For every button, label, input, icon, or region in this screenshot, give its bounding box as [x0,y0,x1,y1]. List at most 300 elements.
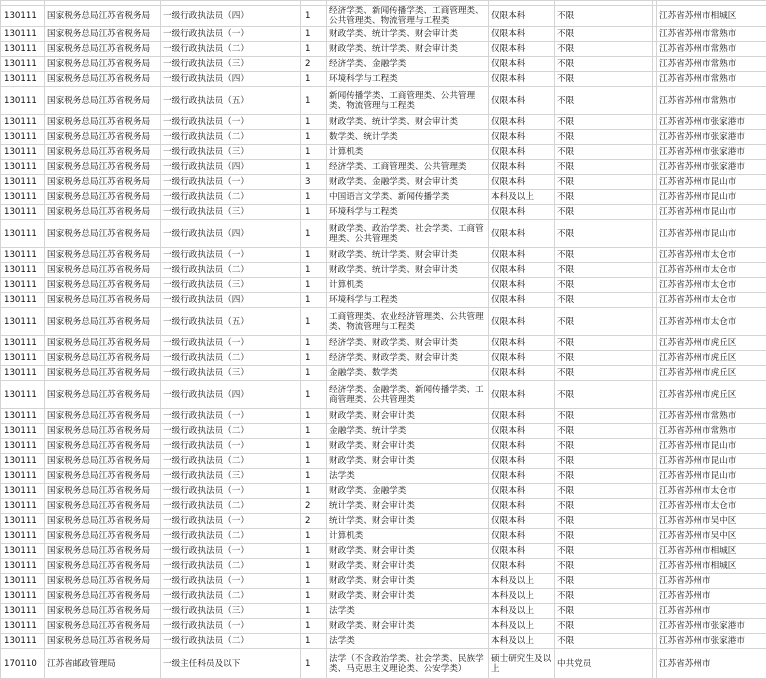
education-cell[interactable]: 仅限本科 [489,336,555,351]
location-cell[interactable]: 江苏省苏州市 [657,589,766,604]
department-cell[interactable]: 国家税务总局江苏省税务局 [45,293,161,308]
location-cell[interactable]: 江苏省苏州市相城区 [657,559,766,574]
location-cell[interactable]: 江苏省苏州市虎丘区 [657,366,766,381]
department-cell[interactable]: 国家税务总局江苏省税务局 [45,366,161,381]
major-cell[interactable]: 经济学类、财政学类、财会审计类 [327,351,489,366]
department-cell[interactable]: 国家税务总局江苏省税务局 [45,6,161,27]
headcount-cell[interactable]: 1 [301,220,327,248]
degree-cell[interactable]: 中共党员 [555,649,653,679]
degree-cell[interactable]: 不限 [555,175,653,190]
education-cell[interactable]: 仅限本科 [489,27,555,42]
education-cell[interactable]: 仅限本科 [489,248,555,263]
education-cell[interactable]: 仅限本科 [489,160,555,175]
headcount-cell[interactable]: 1 [301,6,327,27]
education-cell[interactable]: 仅限本科 [489,454,555,469]
degree-cell[interactable]: 不限 [555,308,653,336]
position-cell[interactable]: 一级行政执法员（二） [161,589,301,604]
major-cell[interactable]: 财政学类、统计学类、财会审计类 [327,115,489,130]
position-cell[interactable]: 一级行政执法员（四） [161,72,301,87]
headcount-cell[interactable]: 1 [301,409,327,424]
position-cell[interactable]: 一级行政执法员（一） [161,619,301,634]
location-cell[interactable]: 江苏省苏州市太仓市 [657,308,766,336]
major-cell[interactable]: 财政学类、财会审计类 [327,454,489,469]
major-cell[interactable]: 财政学类、统计学类、财会审计类 [327,42,489,57]
location-cell[interactable]: 江苏省苏州市虎丘区 [657,336,766,351]
education-cell[interactable]: 仅限本科 [489,175,555,190]
education-cell[interactable]: 本科及以上 [489,589,555,604]
major-cell[interactable]: 新闻传播学类、工商管理类、公共管理类、物流管理与工程类 [327,87,489,115]
degree-cell[interactable]: 不限 [555,499,653,514]
department-cell[interactable]: 国家税务总局江苏省税务局 [45,160,161,175]
degree-cell[interactable]: 不限 [555,366,653,381]
degree-cell[interactable]: 不限 [555,115,653,130]
headcount-cell[interactable]: 1 [301,454,327,469]
degree-cell[interactable]: 不限 [555,220,653,248]
position-cell[interactable]: 一级行政执法员（二） [161,559,301,574]
headcount-cell[interactable]: 1 [301,130,327,145]
degree-cell[interactable]: 不限 [555,278,653,293]
location-cell[interactable]: 江苏省苏州市虎丘区 [657,351,766,366]
education-cell[interactable]: 仅限本科 [489,499,555,514]
location-cell[interactable]: 江苏省苏州市张家港市 [657,619,766,634]
position-cell[interactable]: 一级行政执法员（一） [161,514,301,529]
job-code-cell[interactable]: 130111 [1,619,45,634]
department-cell[interactable]: 国家税务总局江苏省税务局 [45,619,161,634]
education-cell[interactable]: 仅限本科 [489,439,555,454]
location-cell[interactable]: 江苏省苏州市张家港市 [657,115,766,130]
job-code-cell[interactable]: 130111 [1,424,45,439]
degree-cell[interactable]: 不限 [555,574,653,589]
position-cell[interactable]: 一级主任科员及以下 [161,649,301,679]
job-code-cell[interactable]: 130111 [1,439,45,454]
position-cell[interactable]: 一级行政执法员（三） [161,205,301,220]
department-cell[interactable]: 国家税务总局江苏省税务局 [45,57,161,72]
department-cell[interactable]: 国家税务总局江苏省税务局 [45,529,161,544]
degree-cell[interactable]: 不限 [555,87,653,115]
headcount-cell[interactable]: 1 [301,190,327,205]
department-cell[interactable]: 国家税务总局江苏省税务局 [45,308,161,336]
education-cell[interactable]: 仅限本科 [489,278,555,293]
headcount-cell[interactable]: 1 [301,293,327,308]
education-cell[interactable]: 仅限本科 [489,469,555,484]
degree-cell[interactable]: 不限 [555,544,653,559]
location-cell[interactable]: 江苏省苏州市太仓市 [657,263,766,278]
headcount-cell[interactable]: 1 [301,559,327,574]
department-cell[interactable]: 国家税务总局江苏省税务局 [45,409,161,424]
job-code-cell[interactable]: 130111 [1,145,45,160]
position-cell[interactable]: 一级行政执法员（二） [161,634,301,649]
department-cell[interactable]: 国家税务总局江苏省税务局 [45,634,161,649]
location-cell[interactable]: 江苏省苏州市张家港市 [657,634,766,649]
position-cell[interactable]: 一级行政执法员（三） [161,278,301,293]
major-cell[interactable]: 经济学类、工商管理类、公共管理类 [327,160,489,175]
major-cell[interactable]: 经济学类、金融学类、新闻传播学类、工商管理类、公共管理类 [327,381,489,409]
major-cell[interactable]: 法学（不含政治学类、社会学类、民族学类、马克思主义理论类、公安学类） [327,649,489,679]
location-cell[interactable]: 江苏省苏州市太仓市 [657,248,766,263]
location-cell[interactable]: 江苏省苏州市相城区 [657,6,766,27]
education-cell[interactable]: 本科及以上 [489,574,555,589]
job-code-cell[interactable]: 130111 [1,278,45,293]
location-cell[interactable]: 江苏省苏州市太仓市 [657,293,766,308]
department-cell[interactable]: 国家税务总局江苏省税务局 [45,381,161,409]
location-cell[interactable]: 江苏省苏州市张家港市 [657,145,766,160]
headcount-cell[interactable]: 1 [301,205,327,220]
degree-cell[interactable]: 不限 [555,205,653,220]
position-cell[interactable]: 一级行政执法员（二） [161,454,301,469]
location-cell[interactable]: 江苏省苏州市常熟市 [657,42,766,57]
headcount-cell[interactable]: 1 [301,115,327,130]
education-cell[interactable]: 本科及以上 [489,604,555,619]
department-cell[interactable]: 国家税务总局江苏省税务局 [45,220,161,248]
headcount-cell[interactable]: 1 [301,263,327,278]
headcount-cell[interactable]: 2 [301,57,327,72]
education-cell[interactable]: 仅限本科 [489,205,555,220]
position-cell[interactable]: 一级行政执法员（二） [161,263,301,278]
major-cell[interactable]: 计算机类 [327,145,489,160]
degree-cell[interactable]: 不限 [555,27,653,42]
headcount-cell[interactable]: 3 [301,175,327,190]
degree-cell[interactable]: 不限 [555,454,653,469]
department-cell[interactable]: 江苏省邮政管理局 [45,649,161,679]
department-cell[interactable]: 国家税务总局江苏省税务局 [45,351,161,366]
job-code-cell[interactable]: 130111 [1,544,45,559]
degree-cell[interactable]: 不限 [555,514,653,529]
headcount-cell[interactable]: 2 [301,514,327,529]
education-cell[interactable]: 仅限本科 [489,220,555,248]
department-cell[interactable]: 国家税务总局江苏省税务局 [45,248,161,263]
major-cell[interactable]: 财政学类、财会审计类 [327,559,489,574]
position-cell[interactable]: 一级行政执法员（四） [161,381,301,409]
job-code-cell[interactable]: 130111 [1,604,45,619]
degree-cell[interactable]: 不限 [555,42,653,57]
major-cell[interactable]: 财政学类、金融学类 [327,484,489,499]
major-cell[interactable]: 环境科学与工程类 [327,205,489,220]
position-cell[interactable]: 一级行政执法员（二） [161,130,301,145]
major-cell[interactable]: 数学类、统计学类 [327,130,489,145]
headcount-cell[interactable]: 2 [301,499,327,514]
location-cell[interactable]: 江苏省苏州市常熟市 [657,409,766,424]
education-cell[interactable]: 仅限本科 [489,87,555,115]
education-cell[interactable]: 仅限本科 [489,351,555,366]
department-cell[interactable]: 国家税务总局江苏省税务局 [45,175,161,190]
department-cell[interactable]: 国家税务总局江苏省税务局 [45,87,161,115]
department-cell[interactable]: 国家税务总局江苏省税务局 [45,514,161,529]
degree-cell[interactable]: 不限 [555,248,653,263]
job-code-cell[interactable]: 130111 [1,574,45,589]
location-cell[interactable]: 江苏省苏州市太仓市 [657,484,766,499]
job-code-cell[interactable]: 130111 [1,263,45,278]
headcount-cell[interactable]: 1 [301,366,327,381]
job-code-cell[interactable]: 130111 [1,130,45,145]
department-cell[interactable]: 国家税务总局江苏省税务局 [45,336,161,351]
major-cell[interactable]: 财政学类、统计学类、财会审计类 [327,248,489,263]
headcount-cell[interactable]: 1 [301,544,327,559]
department-cell[interactable]: 国家税务总局江苏省税务局 [45,454,161,469]
job-code-cell[interactable]: 130111 [1,87,45,115]
department-cell[interactable]: 国家税务总局江苏省税务局 [45,589,161,604]
job-code-cell[interactable]: 130111 [1,559,45,574]
headcount-cell[interactable]: 1 [301,589,327,604]
location-cell[interactable]: 江苏省苏州市张家港市 [657,160,766,175]
degree-cell[interactable]: 不限 [555,160,653,175]
location-cell[interactable]: 江苏省苏州市昆山市 [657,205,766,220]
position-cell[interactable]: 一级行政执法员（二） [161,499,301,514]
headcount-cell[interactable]: 1 [301,72,327,87]
major-cell[interactable]: 法学类 [327,634,489,649]
major-cell[interactable]: 财政学类、财会审计类 [327,544,489,559]
position-cell[interactable]: 一级行政执法员（一） [161,574,301,589]
headcount-cell[interactable]: 1 [301,469,327,484]
location-cell[interactable]: 江苏省苏州市相城区 [657,544,766,559]
department-cell[interactable]: 国家税务总局江苏省税务局 [45,604,161,619]
position-cell[interactable]: 一级行政执法员（四） [161,293,301,308]
headcount-cell[interactable]: 1 [301,529,327,544]
position-cell[interactable]: 一级行政执法员（一） [161,248,301,263]
location-cell[interactable]: 江苏省苏州市昆山市 [657,454,766,469]
degree-cell[interactable]: 不限 [555,263,653,278]
headcount-cell[interactable]: 1 [301,42,327,57]
department-cell[interactable]: 国家税务总局江苏省税务局 [45,559,161,574]
headcount-cell[interactable]: 1 [301,484,327,499]
position-cell[interactable]: 一级行政执法员（二） [161,351,301,366]
job-code-cell[interactable]: 130111 [1,57,45,72]
headcount-cell[interactable]: 1 [301,381,327,409]
degree-cell[interactable]: 不限 [555,336,653,351]
major-cell[interactable]: 财政学类、财会审计类 [327,574,489,589]
location-cell[interactable]: 江苏省苏州市太仓市 [657,499,766,514]
department-cell[interactable]: 国家税务总局江苏省税务局 [45,42,161,57]
education-cell[interactable]: 仅限本科 [489,42,555,57]
position-cell[interactable]: 一级行政执法员（三） [161,604,301,619]
job-code-cell[interactable]: 130111 [1,205,45,220]
major-cell[interactable]: 财政学类、财会审计类 [327,409,489,424]
job-code-cell[interactable]: 130111 [1,514,45,529]
degree-cell[interactable]: 不限 [555,469,653,484]
degree-cell[interactable]: 不限 [555,589,653,604]
headcount-cell[interactable]: 1 [301,308,327,336]
department-cell[interactable]: 国家税务总局江苏省税务局 [45,27,161,42]
degree-cell[interactable]: 不限 [555,424,653,439]
headcount-cell[interactable]: 1 [301,248,327,263]
position-cell[interactable]: 一级行政执法员（一） [161,175,301,190]
degree-cell[interactable]: 不限 [555,351,653,366]
department-cell[interactable]: 国家税务总局江苏省税务局 [45,145,161,160]
position-cell[interactable]: 一级行政执法员（一） [161,115,301,130]
job-code-cell[interactable]: 130111 [1,634,45,649]
position-cell[interactable]: 一级行政执法员（四） [161,6,301,27]
degree-cell[interactable]: 不限 [555,484,653,499]
education-cell[interactable]: 仅限本科 [489,145,555,160]
education-cell[interactable]: 仅限本科 [489,308,555,336]
headcount-cell[interactable]: 1 [301,27,327,42]
position-cell[interactable]: 一级行政执法员（二） [161,42,301,57]
position-cell[interactable]: 一级行政执法员（一） [161,27,301,42]
department-cell[interactable]: 国家税务总局江苏省税务局 [45,469,161,484]
job-code-cell[interactable]: 130111 [1,72,45,87]
degree-cell[interactable]: 不限 [555,409,653,424]
degree-cell[interactable]: 不限 [555,72,653,87]
headcount-cell[interactable]: 1 [301,145,327,160]
major-cell[interactable]: 法学类 [327,469,489,484]
job-code-cell[interactable]: 130111 [1,115,45,130]
education-cell[interactable]: 仅限本科 [489,544,555,559]
education-cell[interactable]: 仅限本科 [489,366,555,381]
major-cell[interactable]: 财政学类、财会审计类 [327,439,489,454]
location-cell[interactable]: 江苏省苏州市常熟市 [657,57,766,72]
location-cell[interactable]: 江苏省苏州市 [657,574,766,589]
education-cell[interactable]: 本科及以上 [489,190,555,205]
location-cell[interactable]: 江苏省苏州市吴中区 [657,514,766,529]
headcount-cell[interactable]: 1 [301,604,327,619]
education-cell[interactable]: 仅限本科 [489,529,555,544]
position-cell[interactable]: 一级行政执法员（二） [161,190,301,205]
headcount-cell[interactable]: 1 [301,278,327,293]
major-cell[interactable]: 财政学类、金融学类、财会审计类 [327,175,489,190]
headcount-cell[interactable]: 1 [301,424,327,439]
degree-cell[interactable]: 不限 [555,130,653,145]
job-code-cell[interactable]: 130111 [1,175,45,190]
department-cell[interactable]: 国家税务总局江苏省税务局 [45,424,161,439]
major-cell[interactable]: 经济学类、新闻传播学类、工商管理类、公共管理类、物流管理与工程类 [327,6,489,27]
location-cell[interactable]: 江苏省苏州市虎丘区 [657,381,766,409]
major-cell[interactable]: 财政学类、政治学类、社会学类、工商管理类、公共管理类 [327,220,489,248]
degree-cell[interactable]: 不限 [555,439,653,454]
headcount-cell[interactable]: 1 [301,619,327,634]
location-cell[interactable]: 江苏省苏州市常熟市 [657,72,766,87]
headcount-cell[interactable]: 1 [301,439,327,454]
department-cell[interactable]: 国家税务总局江苏省税务局 [45,278,161,293]
location-cell[interactable]: 江苏省苏州市昆山市 [657,190,766,205]
department-cell[interactable]: 国家税务总局江苏省税务局 [45,115,161,130]
degree-cell[interactable]: 不限 [555,145,653,160]
department-cell[interactable]: 国家税务总局江苏省税务局 [45,544,161,559]
major-cell[interactable]: 金融学类、统计学类 [327,424,489,439]
education-cell[interactable]: 仅限本科 [489,409,555,424]
headcount-cell[interactable]: 1 [301,351,327,366]
major-cell[interactable]: 环境科学与工程类 [327,293,489,308]
job-code-cell[interactable]: 130111 [1,469,45,484]
department-cell[interactable]: 国家税务总局江苏省税务局 [45,190,161,205]
degree-cell[interactable]: 不限 [555,529,653,544]
job-code-cell[interactable]: 130111 [1,6,45,27]
department-cell[interactable]: 国家税务总局江苏省税务局 [45,484,161,499]
position-cell[interactable]: 一级行政执法员（二） [161,529,301,544]
major-cell[interactable]: 财政学类、财会审计类 [327,619,489,634]
position-cell[interactable]: 一级行政执法员（五） [161,87,301,115]
department-cell[interactable]: 国家税务总局江苏省税务局 [45,263,161,278]
location-cell[interactable]: 江苏省苏州市昆山市 [657,439,766,454]
major-cell[interactable]: 计算机类 [327,529,489,544]
headcount-cell[interactable]: 1 [301,634,327,649]
degree-cell[interactable]: 不限 [555,293,653,308]
education-cell[interactable]: 硕士研究生及以上 [489,649,555,679]
education-cell[interactable]: 仅限本科 [489,115,555,130]
education-cell[interactable]: 仅限本科 [489,6,555,27]
major-cell[interactable]: 中国语言文学类、新闻传播学类 [327,190,489,205]
position-cell[interactable]: 一级行政执法员（一） [161,544,301,559]
degree-cell[interactable]: 不限 [555,604,653,619]
education-cell[interactable]: 仅限本科 [489,381,555,409]
education-cell[interactable]: 本科及以上 [489,634,555,649]
job-code-cell[interactable]: 130111 [1,351,45,366]
degree-cell[interactable]: 不限 [555,559,653,574]
location-cell[interactable]: 江苏省苏州市常熟市 [657,27,766,42]
education-cell[interactable]: 仅限本科 [489,424,555,439]
job-code-cell[interactable]: 130111 [1,220,45,248]
major-cell[interactable]: 法学类 [327,604,489,619]
headcount-cell[interactable]: 1 [301,160,327,175]
department-cell[interactable]: 国家税务总局江苏省税务局 [45,205,161,220]
position-cell[interactable]: 一级行政执法员（一） [161,336,301,351]
position-cell[interactable]: 一级行政执法员（一） [161,484,301,499]
education-cell[interactable]: 仅限本科 [489,293,555,308]
headcount-cell[interactable]: 1 [301,87,327,115]
job-code-cell[interactable]: 130111 [1,336,45,351]
headcount-cell[interactable]: 1 [301,574,327,589]
major-cell[interactable]: 经济学类、金融学类 [327,57,489,72]
job-code-cell[interactable]: 130111 [1,42,45,57]
headcount-cell[interactable]: 1 [301,649,327,679]
location-cell[interactable]: 江苏省苏州市常熟市 [657,87,766,115]
degree-cell[interactable]: 不限 [555,190,653,205]
position-cell[interactable]: 一级行政执法员（三） [161,145,301,160]
location-cell[interactable]: 江苏省苏州市吴中区 [657,529,766,544]
job-code-cell[interactable]: 130111 [1,366,45,381]
job-code-cell[interactable]: 130111 [1,160,45,175]
education-cell[interactable]: 仅限本科 [489,263,555,278]
position-cell[interactable]: 一级行政执法员（一） [161,439,301,454]
degree-cell[interactable]: 不限 [555,381,653,409]
degree-cell[interactable]: 不限 [555,6,653,27]
major-cell[interactable]: 统计学类、财会审计类 [327,499,489,514]
job-code-cell[interactable]: 130111 [1,190,45,205]
major-cell[interactable]: 财政学类、财会审计类 [327,589,489,604]
location-cell[interactable]: 江苏省苏州市张家港市 [657,130,766,145]
major-cell[interactable]: 工商管理类、农业经济管理类、公共管理类、物流管理与工程类 [327,308,489,336]
job-code-cell[interactable]: 130111 [1,308,45,336]
education-cell[interactable]: 仅限本科 [489,130,555,145]
job-code-cell[interactable]: 130111 [1,27,45,42]
position-cell[interactable]: 一级行政执法员（三） [161,366,301,381]
job-code-cell[interactable]: 130111 [1,381,45,409]
job-code-cell[interactable]: 130111 [1,589,45,604]
education-cell[interactable]: 仅限本科 [489,559,555,574]
job-code-cell[interactable]: 170110 [1,649,45,679]
position-cell[interactable]: 一级行政执法员（一） [161,409,301,424]
job-code-cell[interactable]: 130111 [1,529,45,544]
job-code-cell[interactable]: 130111 [1,248,45,263]
location-cell[interactable]: 江苏省苏州市 [657,649,766,679]
degree-cell[interactable]: 不限 [555,634,653,649]
job-code-cell[interactable]: 130111 [1,499,45,514]
degree-cell[interactable]: 不限 [555,57,653,72]
major-cell[interactable]: 经济学类、财政学类、财会审计类 [327,336,489,351]
degree-cell[interactable]: 不限 [555,619,653,634]
major-cell[interactable]: 财政学类、统计学类、财会审计类 [327,27,489,42]
education-cell[interactable]: 本科及以上 [489,619,555,634]
headcount-cell[interactable]: 1 [301,336,327,351]
department-cell[interactable]: 国家税务总局江苏省税务局 [45,439,161,454]
major-cell[interactable]: 金融学类、数学类 [327,366,489,381]
location-cell[interactable]: 江苏省苏州市 [657,604,766,619]
position-cell[interactable]: 一级行政执法员（四） [161,160,301,175]
major-cell[interactable]: 计算机类 [327,278,489,293]
major-cell[interactable]: 统计学类、财会审计类 [327,514,489,529]
department-cell[interactable]: 国家税务总局江苏省税务局 [45,499,161,514]
job-code-cell[interactable]: 130111 [1,293,45,308]
job-code-cell[interactable]: 130111 [1,409,45,424]
position-cell[interactable]: 一级行政执法员（五） [161,308,301,336]
